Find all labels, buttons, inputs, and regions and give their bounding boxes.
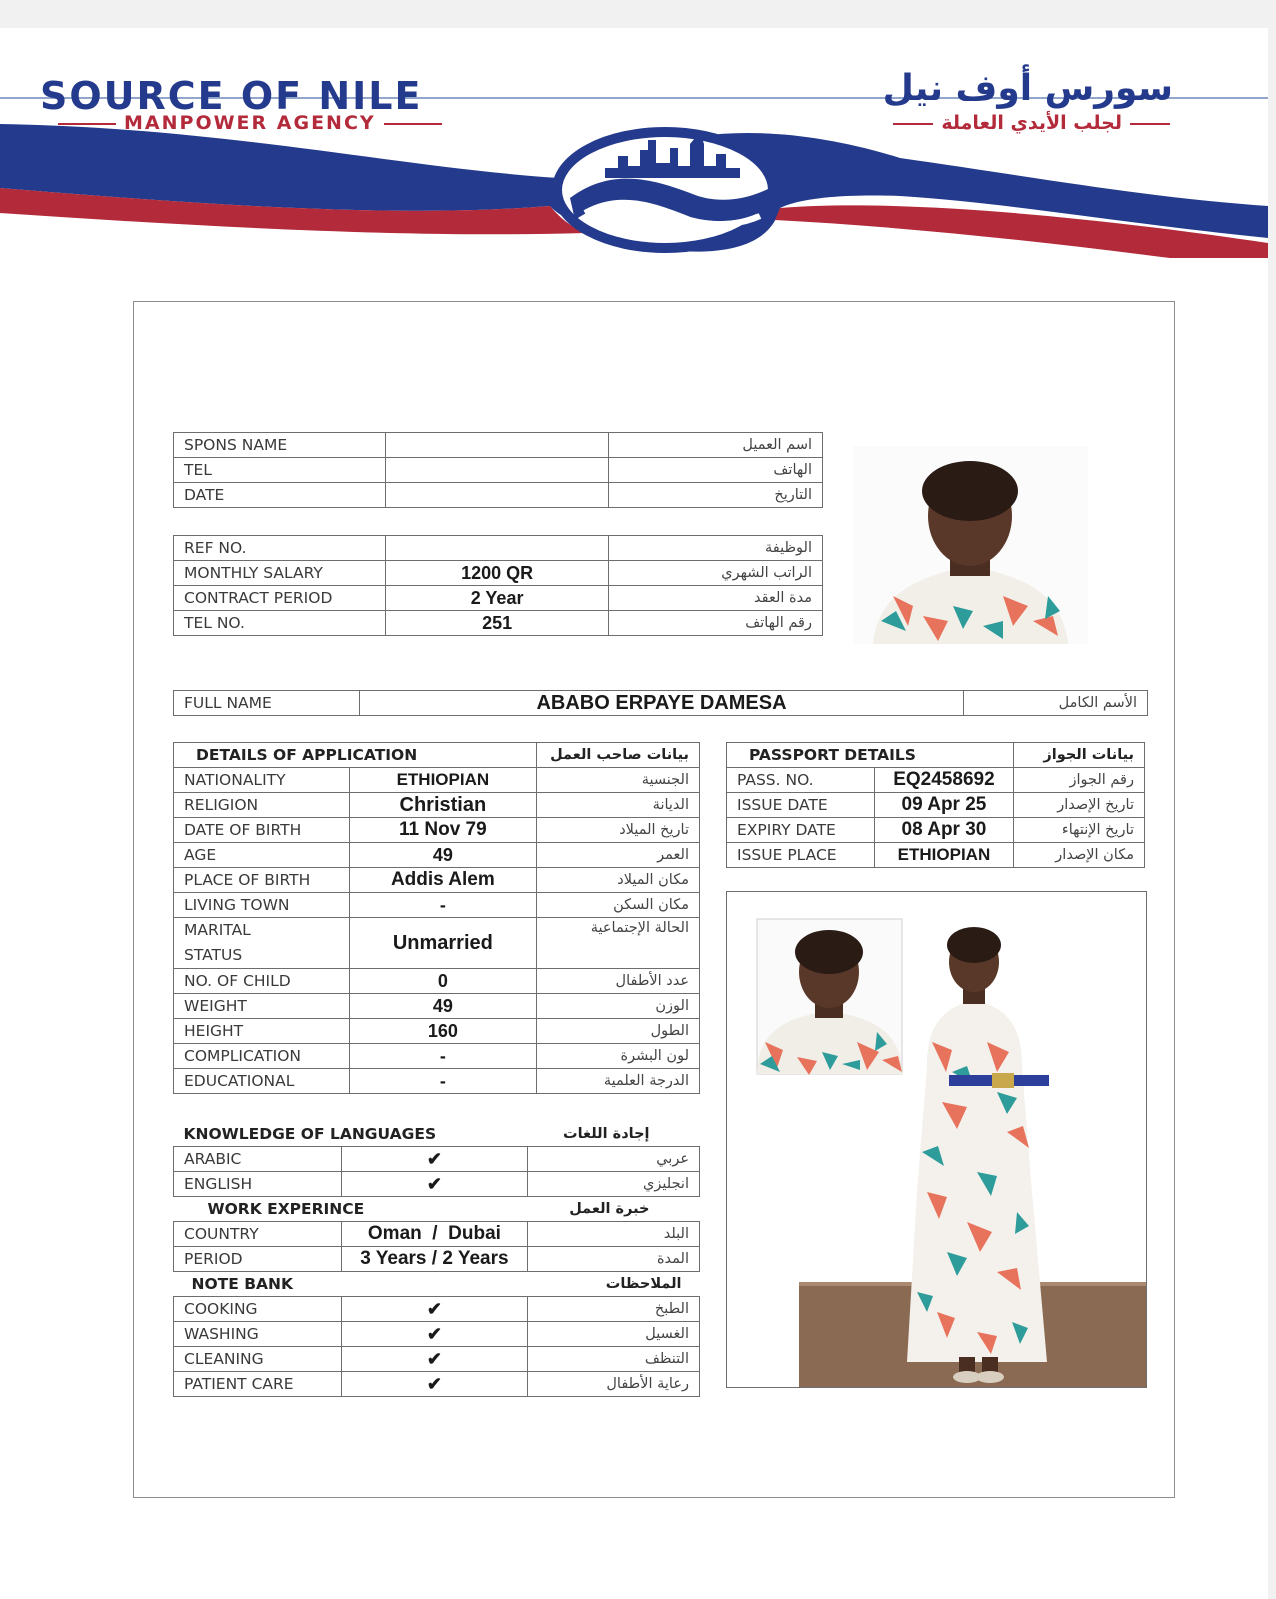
arabic-label-cell: انجليزي: [528, 1172, 700, 1197]
job-table: [173, 535, 823, 636]
arabic-label-cell: الجنسية: [537, 768, 700, 793]
table-row: [174, 918, 700, 969]
full-name-table: [173, 690, 1148, 716]
table-row: [727, 793, 1145, 818]
section-title-passport: PASSPORT DETAILS: [727, 743, 1014, 768]
table-row: [174, 1272, 700, 1297]
arabic-label-cell: الحالة الإجتماعية: [537, 918, 700, 969]
table-row: [174, 1122, 700, 1147]
section-title-passport-arabic: بيانات الجواز: [1014, 743, 1145, 768]
section-title-experience: WORK EXPERINCE: [174, 1197, 528, 1222]
value-cell: Addis Alem: [349, 868, 536, 893]
value-cell: [385, 458, 609, 483]
table-row: [174, 1147, 700, 1172]
value-cell: -: [349, 1044, 536, 1069]
label-cell: PERIOD: [174, 1247, 342, 1272]
label-cell: EXPIRY DATE: [727, 818, 875, 843]
arabic-label-cell: العمر: [537, 843, 700, 868]
arabic-label-cell: رقم الجواز: [1014, 768, 1145, 793]
label-cell: NO. OF CHILD: [174, 969, 350, 994]
section-title-application-arabic: بيانات صاحب العمل: [537, 743, 700, 768]
passport-photo: [757, 919, 902, 1075]
sponsor-table: [173, 432, 823, 508]
arabic-label-cell: تاريخ الميلاد: [537, 818, 700, 843]
check-icon: ✔: [341, 1297, 528, 1322]
value-cell: [385, 536, 609, 561]
section-title-experience-arabic: خبرة العمل: [528, 1197, 700, 1222]
label-cell: CONTRACT PERIOD: [174, 586, 386, 611]
value-cell: 251: [385, 611, 609, 636]
skills-table: [173, 1122, 700, 1397]
table-row: [174, 1044, 700, 1069]
arabic-label-cell: الطبخ: [528, 1297, 700, 1322]
full-name-label: FULL NAME: [174, 691, 360, 716]
table-row: [174, 1197, 700, 1222]
application-details-table: [173, 742, 700, 1094]
label-cell: TEL: [174, 458, 386, 483]
table-row: [174, 691, 1148, 716]
section-title-notes-arabic: الملاحظات: [528, 1272, 700, 1297]
arabic-label-cell: تاريخ الإنتهاء: [1014, 818, 1145, 843]
full-name-arabic-label: الأسم الكامل: [964, 691, 1148, 716]
value-cell: ETHIOPIAN: [349, 768, 536, 793]
table-row: [174, 743, 700, 768]
table-row: [174, 1069, 700, 1094]
arabic-label-cell: مكان الإصدار: [1014, 843, 1145, 868]
table-row: [174, 818, 700, 843]
arabic-label-cell: مكان الميلاد: [537, 868, 700, 893]
label-cell: WASHING: [174, 1322, 342, 1347]
value-cell: 2 Year: [385, 586, 609, 611]
full-name-value: ABABO ERPAYE DAMESA: [359, 691, 963, 716]
document-page: [0, 28, 1268, 1599]
label-cell: RELIGION: [174, 793, 350, 818]
table-row: [727, 768, 1145, 793]
arabic-label-cell: المدة: [528, 1247, 700, 1272]
applicant-portrait-image: [853, 446, 1088, 644]
passport-table: [726, 742, 1145, 868]
value-cell: -: [349, 893, 536, 918]
table-row: [174, 868, 700, 893]
label-cell: WEIGHT: [174, 994, 350, 1019]
section-title-application: DETAILS OF APPLICATION: [174, 743, 537, 768]
table-row: [174, 483, 823, 508]
value-cell: 3 Years / 2 Years: [341, 1247, 528, 1272]
table-row: [174, 1019, 700, 1044]
arabic-label-cell: الدرجة العلمية: [537, 1069, 700, 1094]
label-cell: SPONS NAME: [174, 433, 386, 458]
check-icon: ✔: [341, 1147, 528, 1172]
check-icon: ✔: [341, 1347, 528, 1372]
table-row: [174, 793, 700, 818]
arabic-label-cell: الراتب الشهري: [609, 561, 823, 586]
value-cell: Oman / Dubai: [341, 1222, 528, 1247]
label-cell: NATIONALITY: [174, 768, 350, 793]
table-row: [727, 743, 1145, 768]
table-row: [174, 611, 823, 636]
label-cell: COUNTRY: [174, 1222, 342, 1247]
table-row: [174, 969, 700, 994]
label-cell: COMPLICATION: [174, 1044, 350, 1069]
table-row: [174, 893, 700, 918]
section-title-languages: KNOWLEDGE OF LANGUAGES: [183, 1125, 437, 1143]
arabic-label-cell: تاريخ الإصدار: [1014, 793, 1145, 818]
label-cell: PLACE OF BIRTH: [174, 868, 350, 893]
arabic-label-cell: التنظف: [528, 1347, 700, 1372]
table-row: [174, 458, 823, 483]
label-cell: DATE OF BIRTH: [174, 818, 350, 843]
arabic-label-cell: الوزن: [537, 994, 700, 1019]
value-cell: Unmarried: [349, 918, 536, 969]
value-cell: 49: [349, 843, 536, 868]
brand-tagline-english: MANPOWER AGENCY: [50, 112, 450, 134]
table-row: [174, 1172, 700, 1197]
value-cell: EQ2458692: [874, 768, 1014, 793]
arabic-label-cell: التاريخ: [609, 483, 823, 508]
label-cell: EDUCATIONAL: [174, 1069, 350, 1094]
value-cell: [385, 433, 609, 458]
value-cell: ETHIOPIAN: [874, 843, 1014, 868]
letterhead: [0, 28, 1268, 248]
table-row: [174, 1372, 700, 1397]
label-cell: REF NO.: [174, 536, 386, 561]
label-cell: PASS. NO.: [727, 768, 875, 793]
label-cell: CLEANING: [174, 1347, 342, 1372]
label-cell: TEL NO.: [174, 611, 386, 636]
table-row: [174, 433, 823, 458]
brand-name-english: SOURCE OF NILE: [40, 74, 423, 118]
check-icon: ✔: [341, 1372, 528, 1397]
label-cell: HEIGHT: [174, 1019, 350, 1044]
value-cell: -: [349, 1069, 536, 1094]
table-row: [174, 1347, 700, 1372]
arabic-label-cell: عدد الأطفال: [537, 969, 700, 994]
section-title-notes: NOTE BANK: [174, 1272, 528, 1297]
applicant-photos: [727, 892, 1146, 1387]
label-cell: ARABIC: [174, 1147, 342, 1172]
table-row: [174, 1222, 700, 1247]
arabic-label-cell: مكان السكن: [537, 893, 700, 918]
table-row: [174, 586, 823, 611]
arabic-label-cell: رقم الهاتف: [609, 611, 823, 636]
arabic-label-cell: الغسيل: [528, 1322, 700, 1347]
value-cell: 09 Apr 25: [874, 793, 1014, 818]
check-icon: ✔: [341, 1322, 528, 1347]
check-icon: ✔: [341, 1172, 528, 1197]
table-row: [174, 994, 700, 1019]
arabic-label-cell: الطول: [537, 1019, 700, 1044]
table-row: [174, 768, 700, 793]
table-row: [174, 561, 823, 586]
section-title-languages-arabic: إجادة اللغات: [563, 1126, 650, 1142]
table-row: [174, 1247, 700, 1272]
value-cell: 160: [349, 1019, 536, 1044]
table-row: [174, 1297, 700, 1322]
letterhead-swoosh-graphic: [0, 28, 1268, 258]
label-cell: LIVING TOWN: [174, 893, 350, 918]
arabic-label-cell: مدة العقد: [609, 586, 823, 611]
arabic-label-cell: الهاتف: [609, 458, 823, 483]
label-cell: ISSUE DATE: [727, 793, 875, 818]
arabic-label-cell: اسم العميل: [609, 433, 823, 458]
table-row: [727, 818, 1145, 843]
value-cell: 0: [349, 969, 536, 994]
value-cell: 11 Nov 79: [349, 818, 536, 843]
applicant-portrait-photo: [853, 446, 1088, 644]
label-cell: ENGLISH: [174, 1172, 342, 1197]
label-cell: AGE: [174, 843, 350, 868]
value-cell: 1200 QR: [385, 561, 609, 586]
brand-tagline-arabic: لجلب الأيدي العاملة: [885, 112, 1178, 134]
value-cell: [385, 483, 609, 508]
arabic-label-cell: عربي: [528, 1147, 700, 1172]
value-cell: Christian: [349, 793, 536, 818]
value-cell: 08 Apr 30: [874, 818, 1014, 843]
arabic-label-cell: الوظيفة: [609, 536, 823, 561]
arabic-label-cell: البلد: [528, 1222, 700, 1247]
arabic-label-cell: رعاية الأطفال: [528, 1372, 700, 1397]
arabic-label-cell: لون البشرة: [537, 1044, 700, 1069]
table-row: [174, 536, 823, 561]
photo-panel: [726, 891, 1147, 1388]
label-cell: PATIENT CARE: [174, 1372, 342, 1397]
label-cell: COOKING: [174, 1297, 342, 1322]
label-cell: MONTHLY SALARY: [174, 561, 386, 586]
table-row: [174, 843, 700, 868]
table-row: [174, 1322, 700, 1347]
table-row: [727, 843, 1145, 868]
label-cell: ISSUE PLACE: [727, 843, 875, 868]
label-cell: DATE: [174, 483, 386, 508]
value-cell: 49: [349, 994, 536, 1019]
label-cell: MARITAL STATUS: [174, 918, 350, 969]
brand-name-arabic: سورس أوف نيل: [882, 68, 1173, 109]
arabic-label-cell: الديانة: [537, 793, 700, 818]
